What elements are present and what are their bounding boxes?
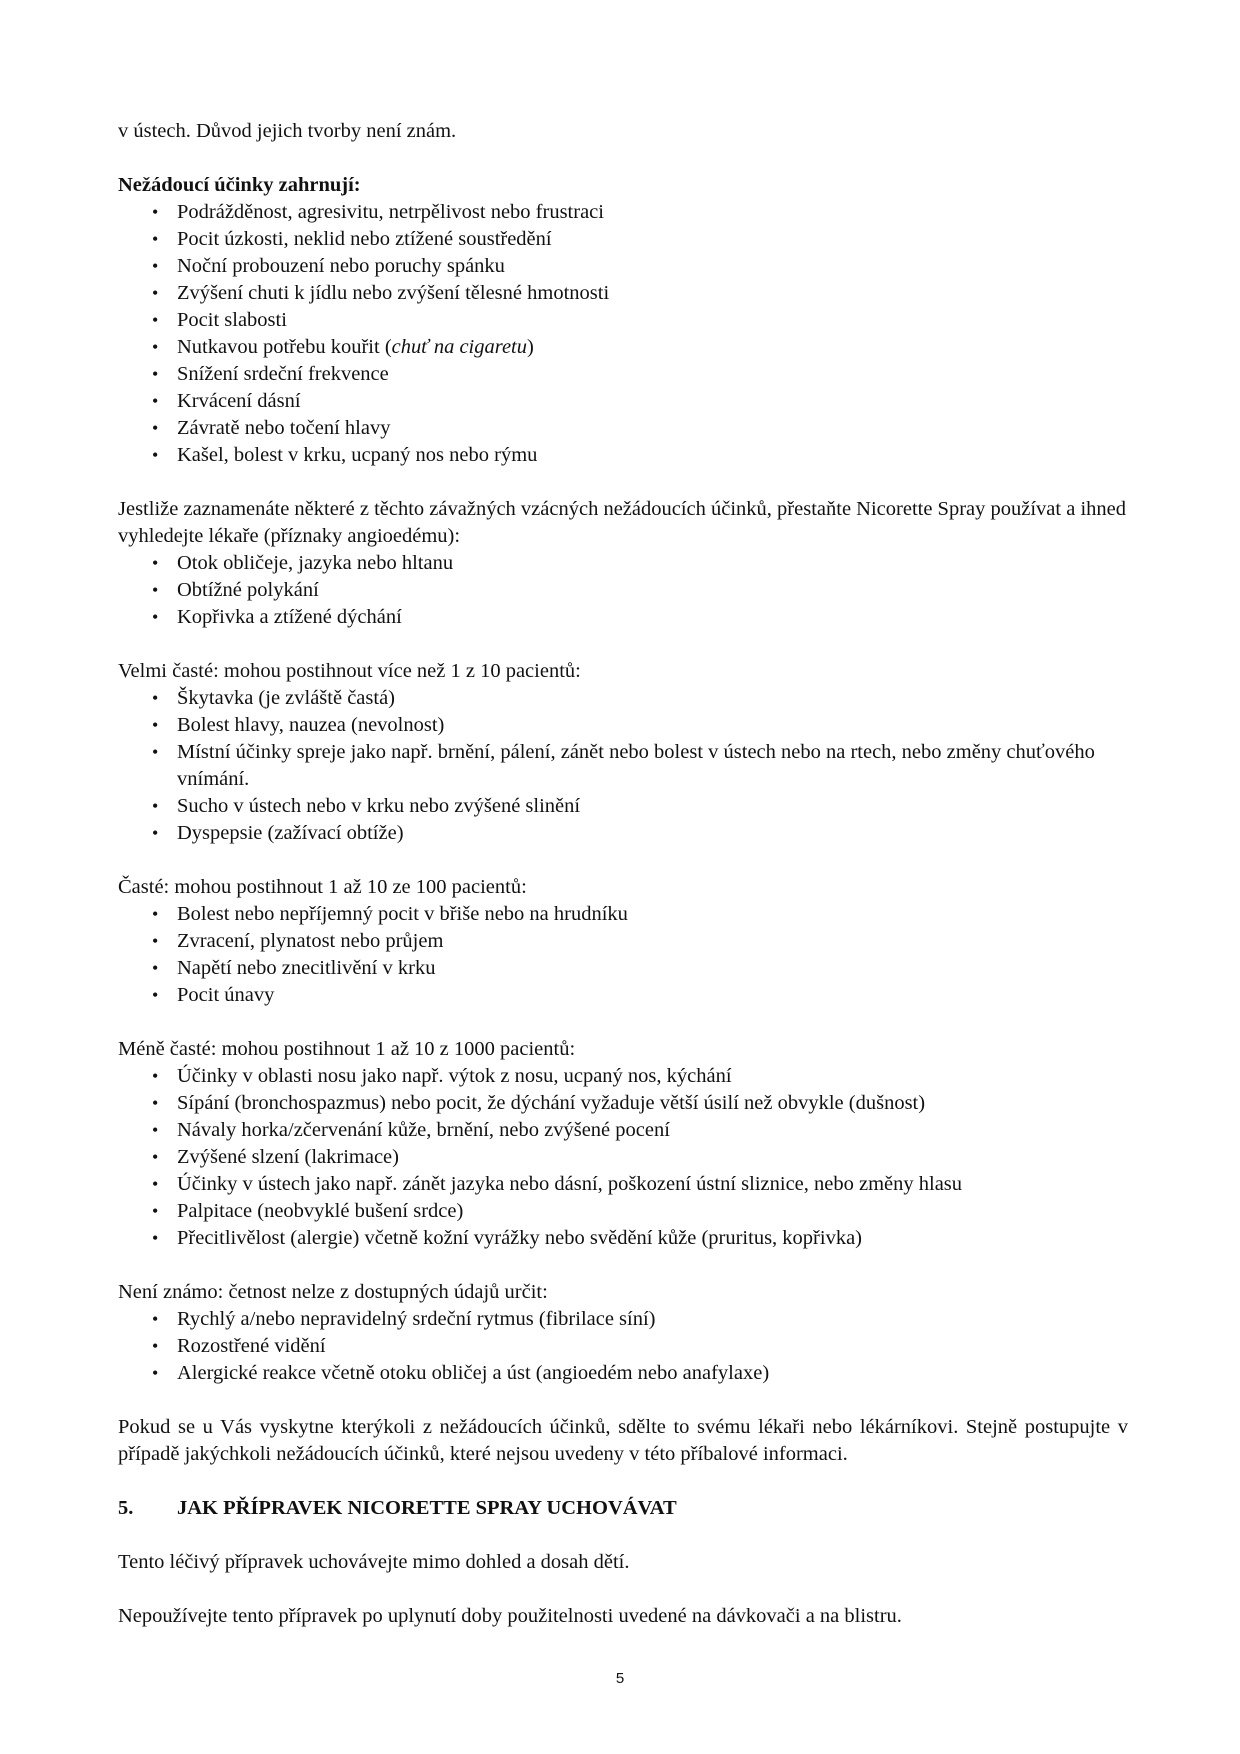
list-item-text: Snížení srdeční frekvence (177, 363, 389, 385)
list-item-text: Sucho v ústech nebo v krku nebo zvýšené slinění (177, 795, 581, 817)
list-item-text: Účinky v oblasti nosu jako např. výtok z nosu, ucpaný nos, kýchání (177, 1065, 732, 1087)
list-item (118, 1063, 1128, 1090)
bullet-icon: • (152, 283, 159, 303)
list-item (118, 685, 1128, 712)
bullet-icon: • (152, 1363, 159, 1383)
very-common-intro: Velmi časté: mohou postihnout více než 1 z 10 pacientů: (118, 660, 581, 682)
list-item (118, 1306, 1128, 1333)
storage-paragraph-2: Nepoužívejte tento přípravek po uplynutí doby použitelnosti uvedené na dávkovači a na blistru. (118, 1605, 902, 1627)
list-item (118, 793, 1128, 820)
bullet-icon: • (152, 202, 159, 222)
uncommon-section (118, 1036, 1128, 1252)
list-item-text: Místní účinky spreje jako např. brnění, pálení, zánět nebo bolest v ústech nebo na rtech, nebo změny chuťového vnímání. (177, 741, 1095, 790)
bullet-icon: • (152, 715, 159, 735)
list-item-text: Návaly horka/zčervenání kůže, brnění, nebo zvýšené pocení (177, 1119, 670, 1141)
side-effects-heading: Nežádoucí účinky zahrnují: (118, 174, 361, 196)
list-item (118, 820, 1128, 847)
list-item-text: Závratě nebo točení hlavy (177, 417, 391, 439)
serious-effects-intro: Jestliže zaznamenáte některé z těchto závažných vzácných nežádoucích účinků, přestaňte Nicorette Spray používat a ihned vyhledejte lékaře (příznaky angioedému): (118, 498, 1126, 547)
bullet-icon: • (152, 904, 159, 924)
bullet-icon: • (152, 391, 159, 411)
bullet-icon: • (152, 445, 159, 465)
list-item-text: Pocit úzkosti, neklid nebo ztížené soustředění (177, 228, 552, 250)
bullet-icon: • (152, 310, 159, 330)
list-item-text-after: ) (527, 336, 534, 358)
bullet-icon: • (152, 580, 159, 600)
list-item-text: Škytavka (je zvláště častá) (177, 687, 396, 709)
list-item (118, 739, 1128, 793)
common-intro: Časté: mohou postihnout 1 až 10 ze 100 pacientů: (118, 876, 527, 898)
list-item (118, 199, 1128, 226)
list-item (118, 1360, 1128, 1387)
bullet-icon: • (152, 337, 159, 357)
list-item (118, 1171, 1128, 1198)
list-item-text: Noční probouzení nebo poruchy spánku (177, 255, 505, 277)
bullet-icon: • (152, 958, 159, 978)
list-item-text: Kašel, bolest v krku, ucpaný nos nebo rýmu (177, 444, 538, 466)
list-item (118, 1198, 1128, 1225)
bullet-icon: • (152, 931, 159, 951)
list-item-text: Otok obličeje, jazyka nebo hltanu (177, 552, 454, 574)
uncommon-list (118, 1063, 1128, 1252)
unknown-section (118, 1279, 1128, 1387)
list-item-text: Zvýšení chuti k jídlu nebo zvýšení tělesné hmotnosti (177, 282, 610, 304)
list-item-text: Rychlý a/nebo nepravidelný srdeční rytmus (fibrilace síní) (177, 1308, 656, 1330)
side-effects-list (118, 199, 1128, 469)
list-item (118, 577, 1128, 604)
intro-fragment: v ústech. Důvod jejich tvorby není znám. (118, 120, 457, 142)
bullet-icon: • (152, 607, 159, 627)
list-item-text: Pocit únavy (177, 984, 275, 1006)
list-item (118, 442, 1128, 469)
common-section (118, 874, 1128, 1009)
bullet-icon: • (152, 1228, 159, 1248)
list-item-text: Napětí nebo znecitlivění v krku (177, 957, 436, 979)
bullet-icon: • (152, 796, 159, 816)
bullet-icon: • (152, 1093, 159, 1113)
section-5-title: JAK PŘÍPRAVEK NICORETTE SPRAY UCHOVÁVAT (177, 1497, 677, 1519)
list-item (118, 307, 1128, 334)
list-item-text: Bolest hlavy, nauzea (nevolnost) (177, 714, 445, 736)
list-item-text: Kopřivka a ztížené dýchání (177, 606, 402, 628)
storage-paragraph-1: Tento léčivý přípravek uchovávejte mimo dohled a dosah dětí. (118, 1551, 630, 1573)
list-item-text: Nutkavou potřebu kouřit ( (177, 336, 392, 358)
unknown-list (118, 1306, 1128, 1387)
page-number: 5 (615, 1670, 625, 1687)
list-item-text: Rozostřené vidění (177, 1335, 326, 1357)
list-item (118, 550, 1128, 577)
list-item-text: Přecitlivělost (alergie) včetně kožní vyrážky nebo svědění kůže (pruritus, kopřivka) (177, 1227, 862, 1249)
bullet-icon: • (152, 1201, 159, 1221)
list-item (118, 361, 1128, 388)
list-item-text: Bolest nebo nepříjemný pocit v břiše nebo na hrudníku (177, 903, 628, 925)
serious-effects-list (118, 550, 1128, 631)
list-item (118, 712, 1128, 739)
list-item-text: Sípání (bronchospazmus) nebo pocit, že dýchání vyžaduje větší úsilí než obvykle (dušnost) (177, 1092, 926, 1114)
list-item (118, 955, 1128, 982)
list-item (118, 901, 1128, 928)
bullet-icon: • (152, 1174, 159, 1194)
bullet-icon: • (152, 688, 159, 708)
list-item-text: Zvýšené slzení (lakrimace) (177, 1146, 399, 1168)
list-item (118, 604, 1128, 631)
list-item (118, 1117, 1128, 1144)
bullet-icon: • (152, 742, 159, 762)
list-item (118, 253, 1128, 280)
bullet-icon: • (152, 823, 159, 843)
list-item-text: Dyspepsie (zažívací obtíže) (177, 822, 404, 844)
bullet-icon: • (152, 256, 159, 276)
unknown-intro: Není známo: četnost nelze z dostupných údajů určit: (118, 1281, 548, 1303)
bullet-icon: • (152, 1120, 159, 1140)
list-item (118, 388, 1128, 415)
list-item-text: Palpitace (neobvyklé bušení srdce) (177, 1200, 464, 1222)
list-item-italic-text: chuť na cigaretu (391, 336, 528, 358)
bullet-icon: • (152, 985, 159, 1005)
list-item (118, 415, 1128, 442)
report-paragraph: Pokud se u Vás vyskytne kterýkoli z nežádoucích účinků, sdělte to svému lékaři nebo lékárníkovi. Stejně postupujte v případě jakýchkoli nežádoucích účinků, které nejsou uvedeny v této příbalové informaci. (118, 1416, 1128, 1465)
list-item-text: Krvácení dásní (177, 390, 301, 412)
section-5-number: 5. (118, 1497, 134, 1519)
list-item-text: Účinky v ústech jako např. zánět jazyka nebo dásní, poškození ústní sliznice, nebo změny hlasu (177, 1173, 963, 1195)
very-common-list (118, 685, 1128, 847)
common-list (118, 901, 1128, 1009)
bullet-icon: • (152, 418, 159, 438)
list-item (118, 1225, 1128, 1252)
list-item (118, 1333, 1128, 1360)
bullet-icon: • (152, 553, 159, 573)
list-item-text: Podrážděnost, agresivitu, netrpělivost nebo frustraci (177, 201, 604, 223)
bullet-icon: • (152, 1309, 159, 1329)
list-item (118, 928, 1128, 955)
bullet-icon: • (152, 1147, 159, 1167)
list-item-text: Alergické reakce včetně otoku obličej a úst (angioedém nebo anafylaxe) (177, 1362, 770, 1384)
list-item-text: Obtížné polykání (177, 579, 319, 601)
very-common-section (118, 658, 1128, 847)
list-item (118, 1144, 1128, 1171)
list-item-text: Pocit slabosti (177, 309, 287, 331)
list-item (118, 334, 1128, 361)
side-effects-section (118, 172, 1128, 469)
list-item-text: Zvracení, plynatost nebo průjem (177, 930, 444, 952)
document-page (118, 118, 1128, 1657)
list-item (118, 1090, 1128, 1117)
bullet-icon: • (152, 229, 159, 249)
list-item (118, 982, 1128, 1009)
uncommon-intro: Méně časté: mohou postihnout 1 až 10 z 1000 pacientů: (118, 1038, 576, 1060)
bullet-icon: • (152, 364, 159, 384)
serious-effects-section (118, 496, 1128, 631)
bullet-icon: • (152, 1336, 159, 1356)
list-item (118, 280, 1128, 307)
section-5-heading (118, 1495, 1128, 1522)
list-item (118, 226, 1128, 253)
bullet-icon: • (152, 1066, 159, 1086)
